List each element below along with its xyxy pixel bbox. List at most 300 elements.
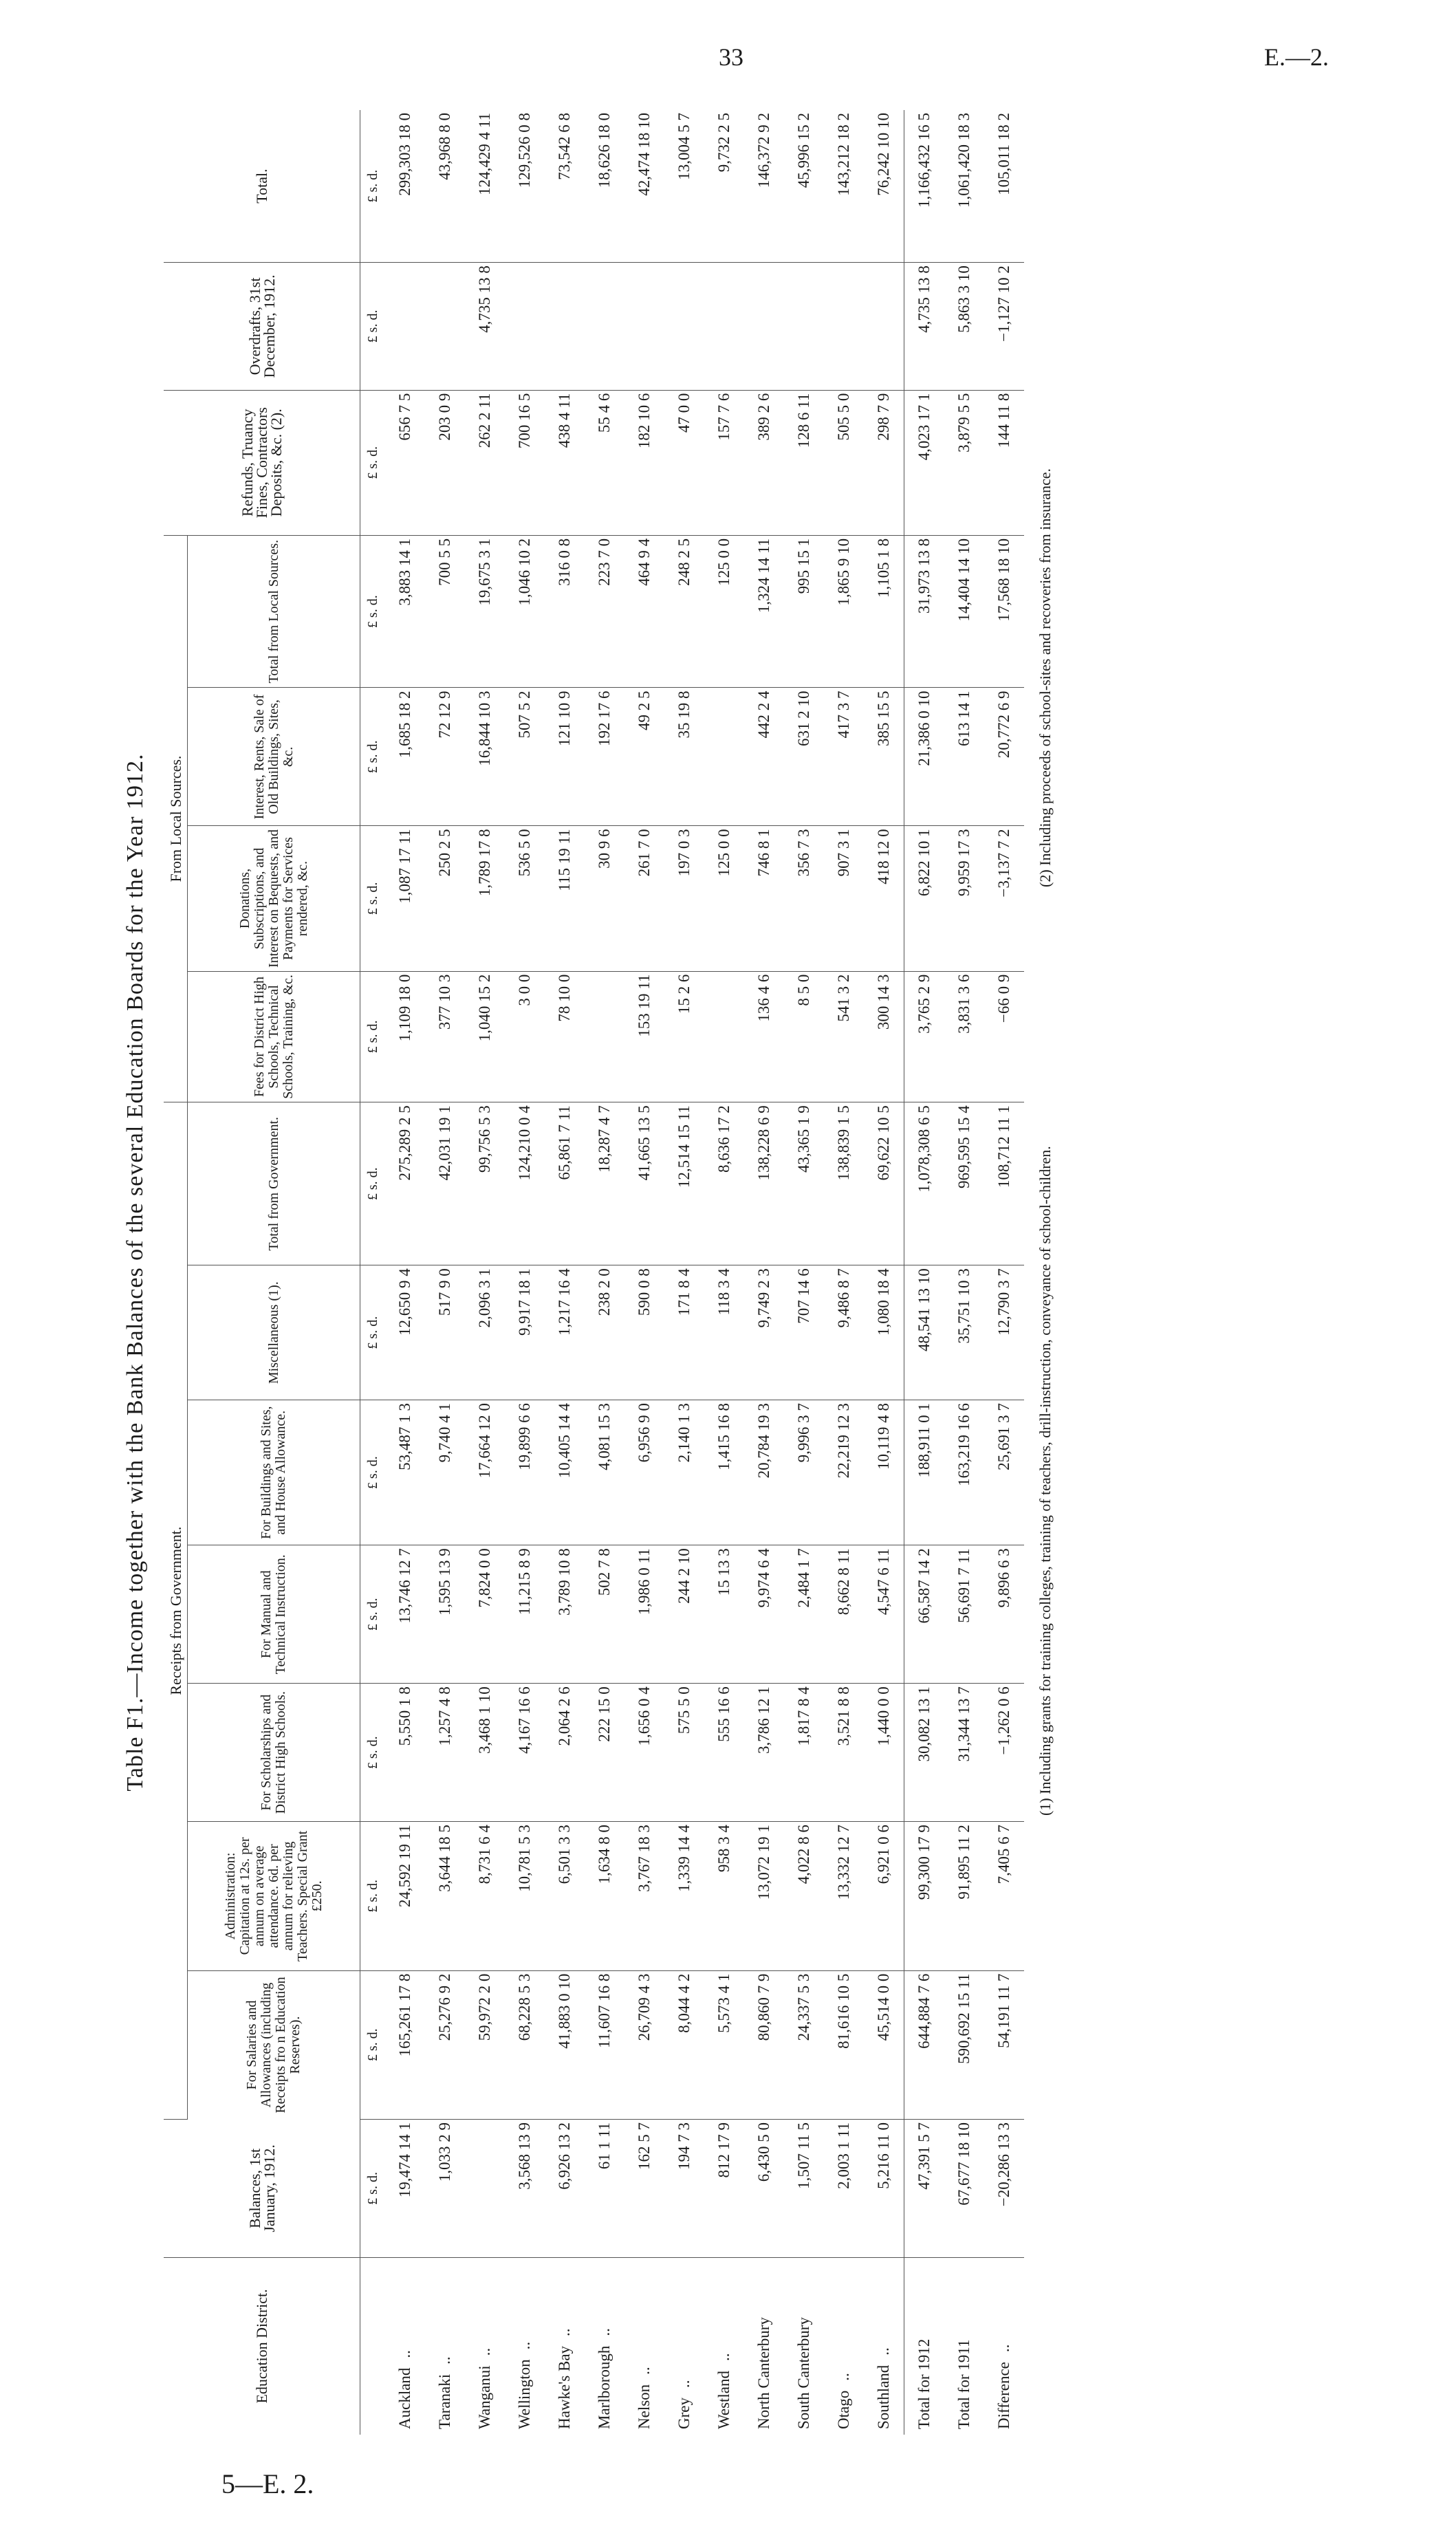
amount-cell: 31,344 13 7 [944,1684,984,1822]
amount-cell: 5,863 3 10 [944,263,984,390]
amount-cell: 69,622 10 5 [864,1102,904,1265]
amount-cell: 49 2 5 [624,688,664,826]
amount-cell: 9,996 3 7 [784,1400,824,1545]
amount-cell: 464 9 4 [624,535,664,688]
document-reference: E.—2. [1264,43,1329,71]
amount-cell: 12,650 9 4 [385,1265,425,1400]
col-header-2: For Salaries and Allowances (including Receipts fro n Education Reserves). [188,1970,360,2119]
amount-cell: 56,691 7 11 [944,1545,984,1684]
amount-cell: 11,215 8 9 [505,1545,545,1684]
units-label: £ s. d. [360,826,386,971]
amount-cell: 746 8 1 [744,826,784,971]
amount-cell: 35,751 10 3 [944,1265,984,1400]
amount-cell: 203 0 9 [425,390,465,535]
col-header-3: Administration: Capitation at 12s. per annum on average attendance. 6d. per annum for relieving Teachers. Special Grant £250. [188,1822,360,1970]
amount-cell: 1,061,420 18 3 [944,110,984,263]
district-cell [904,2257,945,2435]
amount-cell: 7,824 0 0 [465,1545,505,1684]
amount-cell: 124,429 4 11 [465,110,505,263]
amount-cell: 1,040 15 2 [465,971,505,1102]
amount-cell: 385 15 5 [864,688,904,826]
total-row [904,110,945,2435]
amount-cell: 15 13 3 [704,1545,744,1684]
amount-cell: 115 19 11 [545,826,585,971]
units-label: £ s. d. [360,1545,386,1684]
table-row [385,110,425,2435]
amount-cell: 121 10 9 [545,688,585,826]
table-row [864,110,904,2435]
amount-cell: 65,861 7 11 [545,1102,585,1265]
amount-cell: 10,405 14 4 [545,1400,585,1545]
amount-cell: 42,031 19 1 [425,1102,465,1265]
amount-cell: 24,337 5 3 [784,1970,824,2119]
leader-dots: .. [635,2367,653,2375]
col-header-5: For Manual and Technical Instruction. [188,1545,360,1684]
amount-cell: 76,242 10 10 [864,110,904,263]
district-cell [585,2257,624,2435]
footnote-2: (2) Including proceeds of school-sites and recoveries from insurance. [1036,468,1054,887]
amount-cell: 298 7 9 [864,390,904,535]
leader-dots: .. [516,2341,533,2350]
table-title: Table F1.—Income together with the Bank Balances of the several Education Boards for the Year 1912. [122,753,148,1792]
amount-cell: 157 7 6 [704,390,744,535]
amount-cell: 19,474 14 1 [385,2119,425,2257]
amount-cell: 1,789 17 8 [465,826,505,971]
amount-cell: 575 5 0 [664,1684,704,1822]
amount-cell: 53,487 1 3 [385,1400,425,1545]
district-name: North Canterbury [755,2317,772,2429]
amount-cell: 1,339 14 4 [664,1822,704,1970]
amount-cell: 700 5 5 [425,535,465,688]
table-row [784,110,824,2435]
amount-cell: 1,656 0 4 [624,1684,664,1822]
amount-cell: 1,634 8 0 [585,1822,624,1970]
amount-cell [664,263,704,390]
amount-cell: 700 16 5 [505,390,545,535]
amount-cell [545,263,585,390]
col-header-0: Education District. [164,2257,360,2435]
amount-cell: 1,507 11 5 [784,2119,824,2257]
amount-cell: 47 0 0 [664,390,704,535]
amount-cell: 8,731 6 4 [465,1822,505,1970]
amount-cell: 68,228 5 3 [505,1970,545,2119]
amount-cell [505,263,545,390]
amount-cell: 244 2 10 [664,1545,704,1684]
amount-cell: 9,486 8 7 [824,1265,864,1400]
amount-cell: 118 3 4 [704,1265,744,1400]
units-label: £ s. d. [360,1822,386,1970]
amount-cell [704,688,744,826]
amount-cell: 31,973 13 8 [904,535,945,688]
district-name: Difference [995,2362,1012,2429]
amount-cell: 9,959 17 3 [944,826,984,971]
amount-cell: 2,140 1 3 [664,1400,704,1545]
amount-cell: 25,276 9 2 [425,1970,465,2119]
table-row [465,110,505,2435]
amount-cell: 9,732 2 5 [704,110,744,263]
amount-cell [704,263,744,390]
amount-cell: 3,789 10 8 [545,1545,585,1684]
amount-cell: 417 3 7 [824,688,864,826]
amount-cell: 45,996 15 2 [784,110,824,263]
amount-cell: 262 2 11 [465,390,505,535]
district-cell [744,2257,784,2435]
units-label: £ s. d. [360,1102,386,1265]
amount-cell: 502 7 8 [585,1545,624,1684]
amount-cell: 7,405 6 7 [984,1822,1024,1970]
leader-dots: .. [596,2328,613,2336]
income-table [164,110,1024,2435]
units-label: £ s. d. [360,1400,386,1545]
amount-cell: 48,541 13 10 [904,1265,945,1400]
amount-cell: 19,675 3 1 [465,535,505,688]
amount-cell: 41,883 0 10 [545,1970,585,2119]
amount-cell: 12,790 3 7 [984,1265,1024,1400]
col-header-12: Total from Local Sources. [188,535,360,688]
district-cell [465,2257,505,2435]
district-cell [984,2257,1024,2435]
amount-cell: 136 4 6 [744,971,784,1102]
amount-cell: 4,023 17 1 [904,390,945,535]
amount-cell: −3,137 7 2 [984,826,1024,971]
col-header-4: For Scholarships and District High Schools. [188,1684,360,1822]
amount-cell: 1,166,432 16 5 [904,110,945,263]
amount-cell: 3,883 14 1 [385,535,425,688]
amount-cell: 1,595 13 9 [425,1545,465,1684]
amount-cell: 2,003 1 11 [824,2119,864,2257]
table-row [824,110,864,2435]
footnote-1: (1) Including grants for training colleges, training of teachers, drill-instruction, conveyance of school-children. [1036,1146,1054,1816]
district-cell [704,2257,744,2435]
amount-cell: 3,765 2 9 [904,971,945,1102]
district-cell [385,2257,425,2435]
amount-cell: 54,191 11 7 [984,1970,1024,2119]
amount-cell: 223 7 0 [585,535,624,688]
amount-cell: 18,626 18 0 [585,110,624,263]
units-label: £ s. d. [360,535,386,688]
amount-cell: 238 2 0 [585,1265,624,1400]
district-name: Total for 1911 [955,2339,973,2429]
district-cell [944,2257,984,2435]
units-blank [360,2257,386,2435]
amount-cell: 15 2 6 [664,971,704,1102]
amount-cell: 12,514 15 11 [664,1102,704,1265]
amount-cell: 43,968 8 0 [425,110,465,263]
col-header-13: Refunds, Truancy Fines, Contractors Deposits, &c. (2). [164,390,360,535]
amount-cell: 9,917 18 1 [505,1265,545,1400]
amount-cell: 6,430 5 0 [744,2119,784,2257]
col-header-15: Total. [164,110,360,263]
amount-cell: 10,781 5 3 [505,1822,545,1970]
amount-cell: 144 11 8 [984,390,1024,535]
table-row [545,110,585,2435]
units-label: £ s. d. [360,971,386,1102]
amount-cell: 26,709 4 3 [624,1970,664,2119]
amount-cell: 4,081 15 3 [585,1400,624,1545]
amount-cell: 389 2 6 [744,390,784,535]
amount-cell: 4,167 16 6 [505,1684,545,1822]
col-header-1: Balances, 1st January, 1912. [164,2119,360,2257]
amount-cell: 1,046 10 2 [505,535,545,688]
amount-cell: 590 0 8 [624,1265,664,1400]
amount-cell: 3 0 0 [505,971,545,1102]
amount-cell: 5,573 4 1 [704,1970,744,2119]
table-row [585,110,624,2435]
amount-cell: 9,749 2 3 [744,1265,784,1400]
col-header-7: Miscellaneous (1). [188,1265,360,1400]
table-row [425,110,465,2435]
district-name: Otago [835,2390,852,2429]
amount-cell: 8,662 8 11 [824,1545,864,1684]
amount-cell: 10,119 4 8 [864,1400,904,1545]
amount-cell [425,263,465,390]
amount-cell: 59,972 2 0 [465,1970,505,2119]
amount-cell: 2,064 2 6 [545,1684,585,1822]
amount-cell: 250 2 5 [425,826,465,971]
amount-cell: 24,592 19 11 [385,1822,425,1970]
amount-cell: 66,587 14 2 [904,1545,945,1684]
amount-cell: 644,884 7 6 [904,1970,945,2119]
amount-cell: 125 0 0 [704,535,744,688]
units-label: £ s. d. [360,688,386,826]
amount-cell: 5,550 1 8 [385,1684,425,1822]
units-label: £ s. d. [360,390,386,535]
leader-dots: .. [995,2344,1012,2353]
district-cell [824,2257,864,2435]
leader-dots: .. [476,2347,493,2356]
amount-cell: 138,839 1 5 [824,1102,864,1265]
amount-cell: 18,287 4 7 [585,1102,624,1265]
table-row [624,110,664,2435]
amount-cell: 1,817 8 4 [784,1684,824,1822]
amount-cell [585,971,624,1102]
amount-cell: 146,372 9 2 [744,110,784,263]
leader-dots: .. [715,2353,732,2361]
amount-cell: 163,219 16 6 [944,1400,984,1545]
amount-cell: 41,665 13 5 [624,1102,664,1265]
amount-cell: 3,521 8 8 [824,1684,864,1822]
amount-cell: 21,386 0 10 [904,688,945,826]
amount-cell: 442 2 4 [744,688,784,826]
amount-cell: 78 10 0 [545,971,585,1102]
amount-cell: 30,082 13 1 [904,1684,945,1822]
amount-cell: 153 19 11 [624,971,664,1102]
amount-cell: 105,011 18 2 [984,110,1024,263]
amount-cell: 19,899 6 6 [505,1400,545,1545]
amount-cell: 16,844 10 3 [465,688,505,826]
amount-cell: 541 3 2 [824,971,864,1102]
amount-cell: 80,860 7 9 [744,1970,784,2119]
units-row [360,110,386,2435]
leader-dots: .. [875,2347,892,2356]
units-label: £ s. d. [360,1265,386,1400]
amount-cell: 1,105 1 8 [864,535,904,688]
amount-cell: 143,212 18 2 [824,110,864,263]
district-cell [664,2257,704,2435]
amount-cell: 2,096 3 1 [465,1265,505,1400]
amount-cell: 14,404 14 10 [944,535,984,688]
amount-cell: 1,986 0 11 [624,1545,664,1684]
amount-cell: 47,391 5 7 [904,2119,945,2257]
table-row [664,110,704,2435]
amount-cell: −20,286 13 3 [984,2119,1024,2257]
amount-cell [744,263,784,390]
amount-cell: 72 12 9 [425,688,465,826]
amount-cell: 300 14 3 [864,971,904,1102]
amount-cell: 958 3 4 [704,1822,744,1970]
amount-cell: 22,219 12 3 [824,1400,864,1545]
district-cell [784,2257,824,2435]
district-cell [545,2257,585,2435]
district-name: Total for 1912 [915,2338,933,2429]
amount-cell: 8,636 17 2 [704,1102,744,1265]
amount-cell [704,971,744,1102]
amount-cell: 505 5 0 [824,390,864,535]
amount-cell: 4,547 6 11 [864,1545,904,1684]
amount-cell: 55 4 6 [585,390,624,535]
amount-cell: 438 4 11 [545,390,585,535]
amount-cell: 11,607 16 8 [585,1970,624,2119]
amount-cell: 13,746 12 7 [385,1545,425,1684]
amount-cell: 707 14 6 [784,1265,824,1400]
district-name: Auckland [396,2367,413,2429]
leader-dots: .. [396,2350,413,2358]
total-row [984,110,1024,2435]
amount-cell: 3,831 3 6 [944,971,984,1102]
amount-cell: 1,865 9 10 [824,535,864,688]
amount-cell: 91,895 11 2 [944,1822,984,1970]
amount-cell: 6,501 3 3 [545,1822,585,1970]
amount-cell: 8 5 0 [784,971,824,1102]
amount-cell: 99,756 5 3 [465,1102,505,1265]
col-header-9: Fees for District High Schools, Technical Schools, Training, &c. [188,971,360,1102]
amount-cell: 1,257 4 8 [425,1684,465,1822]
amount-cell [784,263,824,390]
leader-dots: .. [556,2328,573,2336]
amount-cell: 13,004 5 7 [664,110,704,263]
amount-cell: 656 7 5 [385,390,425,535]
amount-cell: 1,415 16 8 [704,1400,744,1545]
amount-cell: 17,664 12 0 [465,1400,505,1545]
amount-cell: 969,595 15 4 [944,1102,984,1265]
amount-cell: 17,568 18 10 [984,535,1024,688]
amount-cell: 125 0 0 [704,826,744,971]
district-name: Westland [715,2370,732,2429]
amount-cell: 1,440 0 0 [864,1684,904,1822]
col-header-8: Total from Government. [188,1102,360,1265]
amount-cell: 907 3 1 [824,826,864,971]
amount-cell: 613 14 1 [944,688,984,826]
amount-cell: −66 0 9 [984,971,1024,1102]
district-name: Grey [675,2398,693,2429]
amount-cell: 377 10 3 [425,971,465,1102]
amount-cell: 124,210 0 4 [505,1102,545,1265]
units-label: £ s. d. [360,110,386,263]
amount-cell: 3,568 13 9 [505,2119,545,2257]
amount-cell: 197 0 3 [664,826,704,971]
amount-cell: 536 5 0 [505,826,545,971]
amount-cell: 812 17 9 [704,2119,744,2257]
col-header-11: Interest, Rents, Sale of Old Buildings, Sites, &c. [188,688,360,826]
leader-dots: .. [675,2380,693,2389]
group-local: From Local Sources. [164,535,188,1102]
amount-cell: 6,921 0 6 [864,1822,904,1970]
amount-cell: 99,300 17 9 [904,1822,945,1970]
amount-cell [385,263,425,390]
amount-cell: 1,078,308 6 5 [904,1102,945,1265]
amount-cell: 128 6 11 [784,390,824,535]
amount-cell: 1,080 18 4 [864,1265,904,1400]
amount-cell: 138,228 6 9 [744,1102,784,1265]
amount-cell: 3,879 5 5 [944,390,984,535]
amount-cell: 555 16 6 [704,1684,744,1822]
units-label: £ s. d. [360,263,386,390]
amount-cell: 631 2 10 [784,688,824,826]
amount-cell: 3,767 18 3 [624,1822,664,1970]
amount-cell: 1,324 14 11 [744,535,784,688]
amount-cell: 61 1 11 [585,2119,624,2257]
district-name: Hawke's Bay [556,2345,573,2429]
amount-cell: 3,468 1 10 [465,1684,505,1822]
amount-cell: 995 15 1 [784,535,824,688]
amount-cell: 67,677 18 10 [944,2119,984,2257]
amount-cell: 165,261 17 8 [385,1970,425,2119]
amount-cell: 81,616 10 5 [824,1970,864,2119]
amount-cell: 20,784 19 3 [744,1400,784,1545]
amount-cell: 192 17 6 [585,688,624,826]
amount-cell [824,263,864,390]
leader-dots: .. [436,2356,453,2365]
amount-cell: 1,033 2 9 [425,2119,465,2257]
district-name: Taranaki [436,2373,453,2429]
amount-cell: 3,644 18 5 [425,1822,465,1970]
footnotes [1036,110,1064,2435]
amount-cell: 9,896 6 3 [984,1545,1024,1684]
district-cell [864,2257,904,2435]
amount-cell: 299,303 18 0 [385,110,425,263]
amount-cell: 1,087 17 11 [385,826,425,971]
amount-cell: 43,365 1 9 [784,1102,824,1265]
amount-cell: 25,691 3 7 [984,1400,1024,1545]
amount-cell: 20,772 6 9 [984,688,1024,826]
amount-cell: 129,526 0 8 [505,110,545,263]
amount-cell: 6,956 9 0 [624,1400,664,1545]
total-row [944,110,984,2435]
district-name: Marlborough [596,2345,613,2429]
amount-cell: 4,022 8 6 [784,1822,824,1970]
amount-cell: 6,822 10 1 [904,826,945,971]
amount-cell: 35 19 8 [664,688,704,826]
amount-cell: 275,289 2 5 [385,1102,425,1265]
col-header-10: Donations, Subscriptions, and Interest on Bequests, and Payments for Services rendered, &c. [188,826,360,971]
amount-cell: 9,740 4 1 [425,1400,465,1545]
amount-cell: 162 5 7 [624,2119,664,2257]
amount-cell: 5,216 11 0 [864,2119,904,2257]
table-row [505,110,545,2435]
amount-cell: 194 7 3 [664,2119,704,2257]
table-body [385,110,1024,2435]
district-name: Wanganui [476,2365,493,2429]
district-name: Nelson [635,2384,653,2429]
amount-cell: −1,262 0 6 [984,1684,1024,1822]
amount-cell: 45,514 0 0 [864,1970,904,2119]
amount-cell: 13,072 19 1 [744,1822,784,1970]
amount-cell [585,263,624,390]
col-header-14: Overdrafts, 31st December, 1912. [164,263,360,390]
amount-cell: −1,127 10 2 [984,263,1024,390]
amount-cell: 418 12 0 [864,826,904,971]
amount-cell: 222 15 0 [585,1684,624,1822]
